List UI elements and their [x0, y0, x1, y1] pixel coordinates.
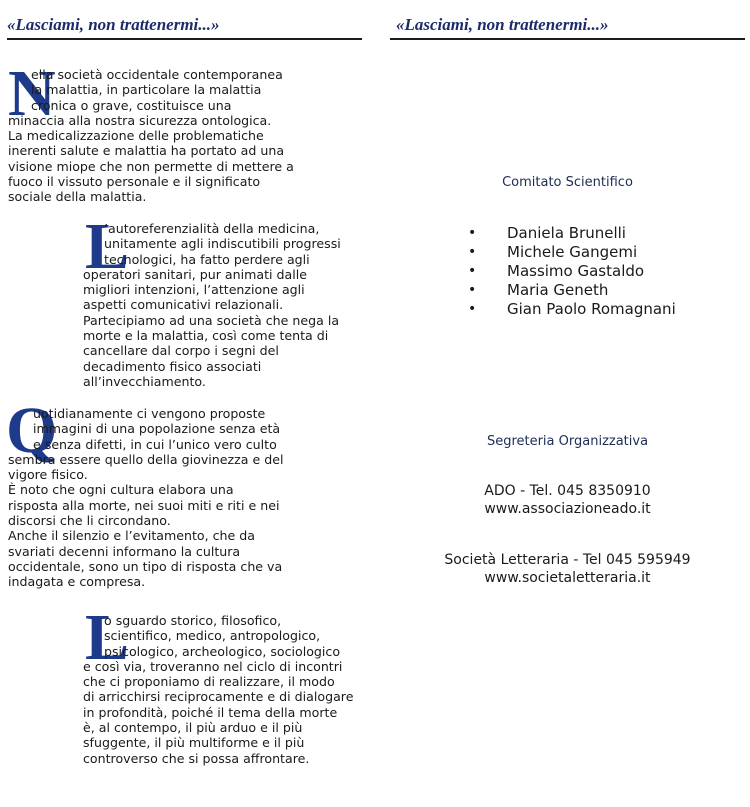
- sl-website-link[interactable]: www.societaletteraria.it: [484, 570, 651, 586]
- bullet-icon: •: [468, 301, 477, 317]
- committee-member-list: [468, 224, 676, 319]
- text-line: cancellare dal corpo i segni del: [83, 343, 279, 359]
- member-name: Michele Gangemi: [507, 243, 638, 261]
- text-line: migliori intenzioni, l’attenzione agli: [83, 282, 305, 298]
- text-line: indagata e compresa.: [8, 574, 146, 590]
- bullet-icon: •: [468, 282, 477, 298]
- paragraph-3-text: [6, 394, 284, 590]
- text-line: in profondità, poiché il tema della morte: [83, 704, 338, 720]
- text-line: decadimento fisico associati: [83, 358, 262, 374]
- left-page-title: «Lasciami, non trattenermi...»: [7, 15, 220, 34]
- text-line: fuoco il vissuto personale e il significato: [8, 174, 261, 190]
- member-name: Maria Geneth: [507, 281, 609, 299]
- list-item: [468, 281, 676, 300]
- text-line: morte e la malattia, così come tenta di: [83, 328, 329, 344]
- text-line: risposta alla morte, nei suoi miti e riti e nei: [8, 497, 280, 513]
- text-line: di arricchirsi reciprocamente e di dialogare: [83, 689, 354, 705]
- text-line: Anche il silenzio e l’evitamento, che da: [8, 528, 255, 544]
- text-line: discorsi che li circondano.: [8, 513, 171, 529]
- text-line: che ci proponiamo di realizzare, il modo: [83, 674, 335, 690]
- text-line: la malattia, in particolare la malattia: [31, 82, 262, 98]
- member-name: Daniela Brunelli: [507, 224, 626, 242]
- text-line: e senza difetti, in cui l’unico vero culto: [33, 436, 277, 452]
- text-line: aspetti comunicativi relazionali.: [83, 297, 284, 313]
- paragraph-1-text: [8, 57, 294, 205]
- text-line: operatori sanitari, pur animati dalle: [83, 266, 308, 282]
- list-item: [468, 243, 676, 262]
- list-item: [468, 262, 676, 281]
- text-line: psicologico, archeologico, sociologico: [104, 643, 341, 659]
- text-line: è, al contempo, il più arduo e il più: [83, 720, 303, 736]
- bullet-icon: •: [468, 244, 477, 260]
- ado-website-link[interactable]: www.associazioneado.it: [484, 501, 651, 517]
- text-line: La medicalizzazione delle problematiche: [8, 128, 264, 144]
- right-page-header: [390, 14, 745, 40]
- text-line: Partecipiamo ad una società che nega la: [83, 312, 340, 328]
- text-line: visione miope che non permette di mettere a: [8, 158, 294, 174]
- drop-cap-q: Q: [6, 394, 58, 467]
- text-line: unitamente agli indiscutibili progressi: [104, 236, 341, 252]
- left-page-header: [7, 14, 362, 40]
- drop-cap-l-2: L: [85, 601, 130, 674]
- text-line: controverso che si possa affrontare.: [83, 750, 310, 766]
- text-line: all’invecchiamento.: [83, 373, 206, 389]
- drop-cap-l: L: [85, 210, 130, 283]
- text-line: cronica o grave, costituisce una: [31, 97, 232, 113]
- text-line: minaccia alla nostra sicurezza ontologica.: [8, 112, 272, 128]
- list-item: [468, 224, 676, 243]
- paragraph-4-text: [83, 601, 354, 766]
- drop-cap-n: N: [8, 57, 56, 130]
- member-name: Gian Paolo Romagnani: [507, 300, 676, 318]
- text-line: vigore fisico.: [8, 467, 88, 483]
- contact-societa-letteraria: [390, 551, 745, 587]
- text-line: o sguardo storico, filosofico,: [104, 613, 282, 628]
- text-line: ’autoreferenzialità della medicina,: [104, 221, 320, 236]
- ado-phone: ADO - Tel. 045 8350910: [484, 483, 651, 499]
- text-line: inerenti salute e malattia ha portato ad una: [8, 143, 285, 159]
- contact-ado: [390, 482, 745, 518]
- right-page-title: «Lasciami, non trattenermi...»: [396, 15, 609, 34]
- list-item: [468, 300, 676, 319]
- text-line: svariati decenni informano la cultura: [8, 543, 241, 559]
- bullet-icon: •: [468, 263, 477, 279]
- bullet-icon: •: [468, 225, 477, 241]
- text-line: uotidianamente ci vengono proposte: [33, 406, 266, 421]
- committee-title: Comitato Scientifico: [502, 175, 633, 190]
- text-line: occidentale, sono un tipo di risposta che va: [8, 558, 283, 574]
- text-line: sembra essere quello della giovinezza e del: [8, 451, 284, 467]
- text-line: È noto che ogni cultura elabora una: [8, 482, 234, 498]
- text-line: scientifico, medico, antropologico,: [104, 628, 321, 644]
- member-name: Massimo Gastaldo: [507, 262, 645, 280]
- text-line: immagini di una popolazione senza età: [33, 421, 281, 437]
- sl-phone: Società Letteraria - Tel 045 595949: [444, 552, 691, 568]
- text-line: ella società occidentale contemporanea: [31, 67, 283, 82]
- secretariat-title: Segreteria Organizzativa: [486, 434, 649, 449]
- text-line: sociale della malattia.: [8, 189, 147, 205]
- text-line: tecnologici, ha fatto perdere agli: [104, 251, 310, 267]
- text-line: e così via, troveranno nel ciclo di incontri: [83, 658, 343, 674]
- paragraph-2-text: [83, 210, 341, 389]
- text-line: sfuggente, il più multiforme e il più: [83, 735, 305, 751]
